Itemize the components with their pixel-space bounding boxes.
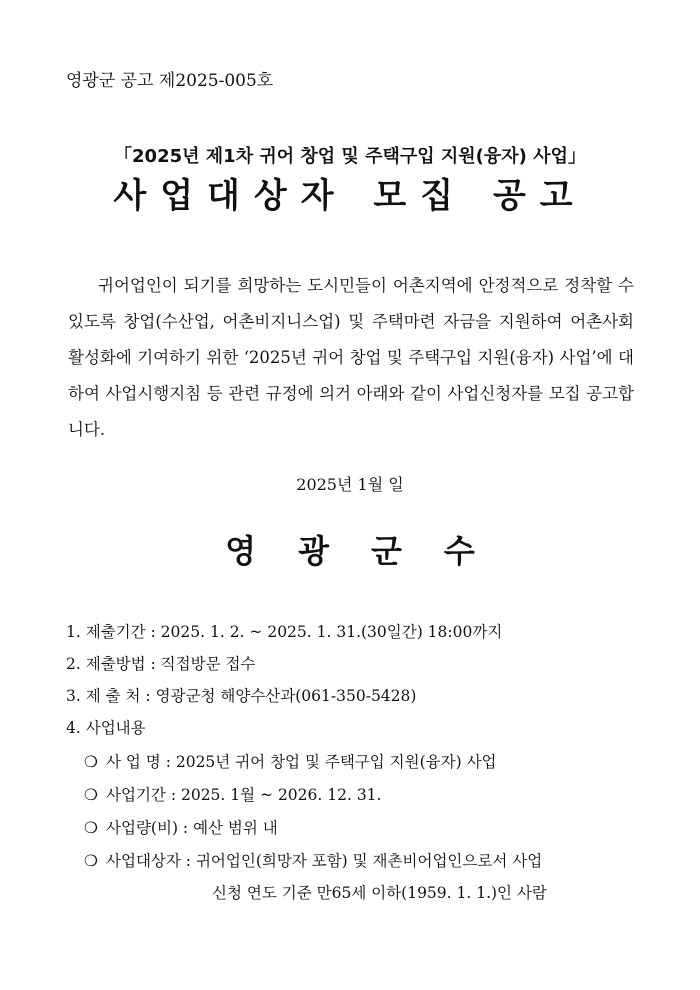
sub-item-text: 사업량(비) : 예산 범위 내: [106, 819, 278, 837]
circle-bullet-icon: ❍: [84, 753, 98, 771]
notice-date: 2025년 1월 일: [296, 475, 404, 494]
item-submission-method: 2. 제출방법 : 직접방문 접수: [66, 655, 256, 673]
sub-item-budget: [84, 816, 278, 838]
item-submission-period: 1. 제출기간 : 2025. 1. 2. ~ 2025. 1. 31.(30일간) 18:00까지: [66, 623, 503, 641]
sub-item-text: 사업대상자 : 귀어업인(희망자 포함) 및 재촌비어업인으로서 사업: [106, 852, 543, 870]
intro-paragraph: 귀어업인이 되기를 희망하는 도시민들이 어촌지역에 안정적으로 정착할 수 있도록 창업(수산업, 어촌비지니스업) 및 주택마련 자금을 지원하여 어촌사회 활성화에 기여하기 위한 ‘2025년 귀어 창업 및 주택구입 지원(융자) 사업’에 대하여 사업시행지침 등 관련 규정에 의거 아래와 같이 사업신청자를 모집 공고합니다.: [68, 276, 634, 439]
page-title: 사업대상자 모집 공고: [113, 176, 587, 216]
circle-bullet-icon: ❍: [84, 786, 98, 804]
item-business-content: 4. 사업내용: [66, 719, 146, 737]
sub-item-target-continuation: 신청 연도 기준 만65세 이하(1959. 1. 1.)인 사람: [212, 884, 547, 902]
notice-number: 영광군 공고 제2025-005호: [66, 71, 274, 91]
circle-bullet-icon: ❍: [84, 852, 98, 870]
issuer-name: 영광군수: [225, 532, 517, 570]
sub-item-business-name: [84, 750, 497, 772]
item-submission-place: 3. 제 출 처 : 영광군청 해양수산과(061-350-5428): [66, 687, 417, 705]
sub-item-text: 사업기간 : 2025. 1월 ~ 2026. 12. 31.: [106, 786, 382, 804]
title-subtitle: 「2025년 제1차 귀어 창업 및 주택구입 지원(융자) 사업」: [114, 146, 586, 167]
sub-item-business-period: [84, 783, 381, 805]
sub-item-text: 사 업 명 : 2025년 귀어 창업 및 주택구입 지원(융자) 사업: [106, 753, 497, 771]
sub-item-target: [84, 849, 542, 871]
circle-bullet-icon: ❍: [84, 819, 98, 837]
